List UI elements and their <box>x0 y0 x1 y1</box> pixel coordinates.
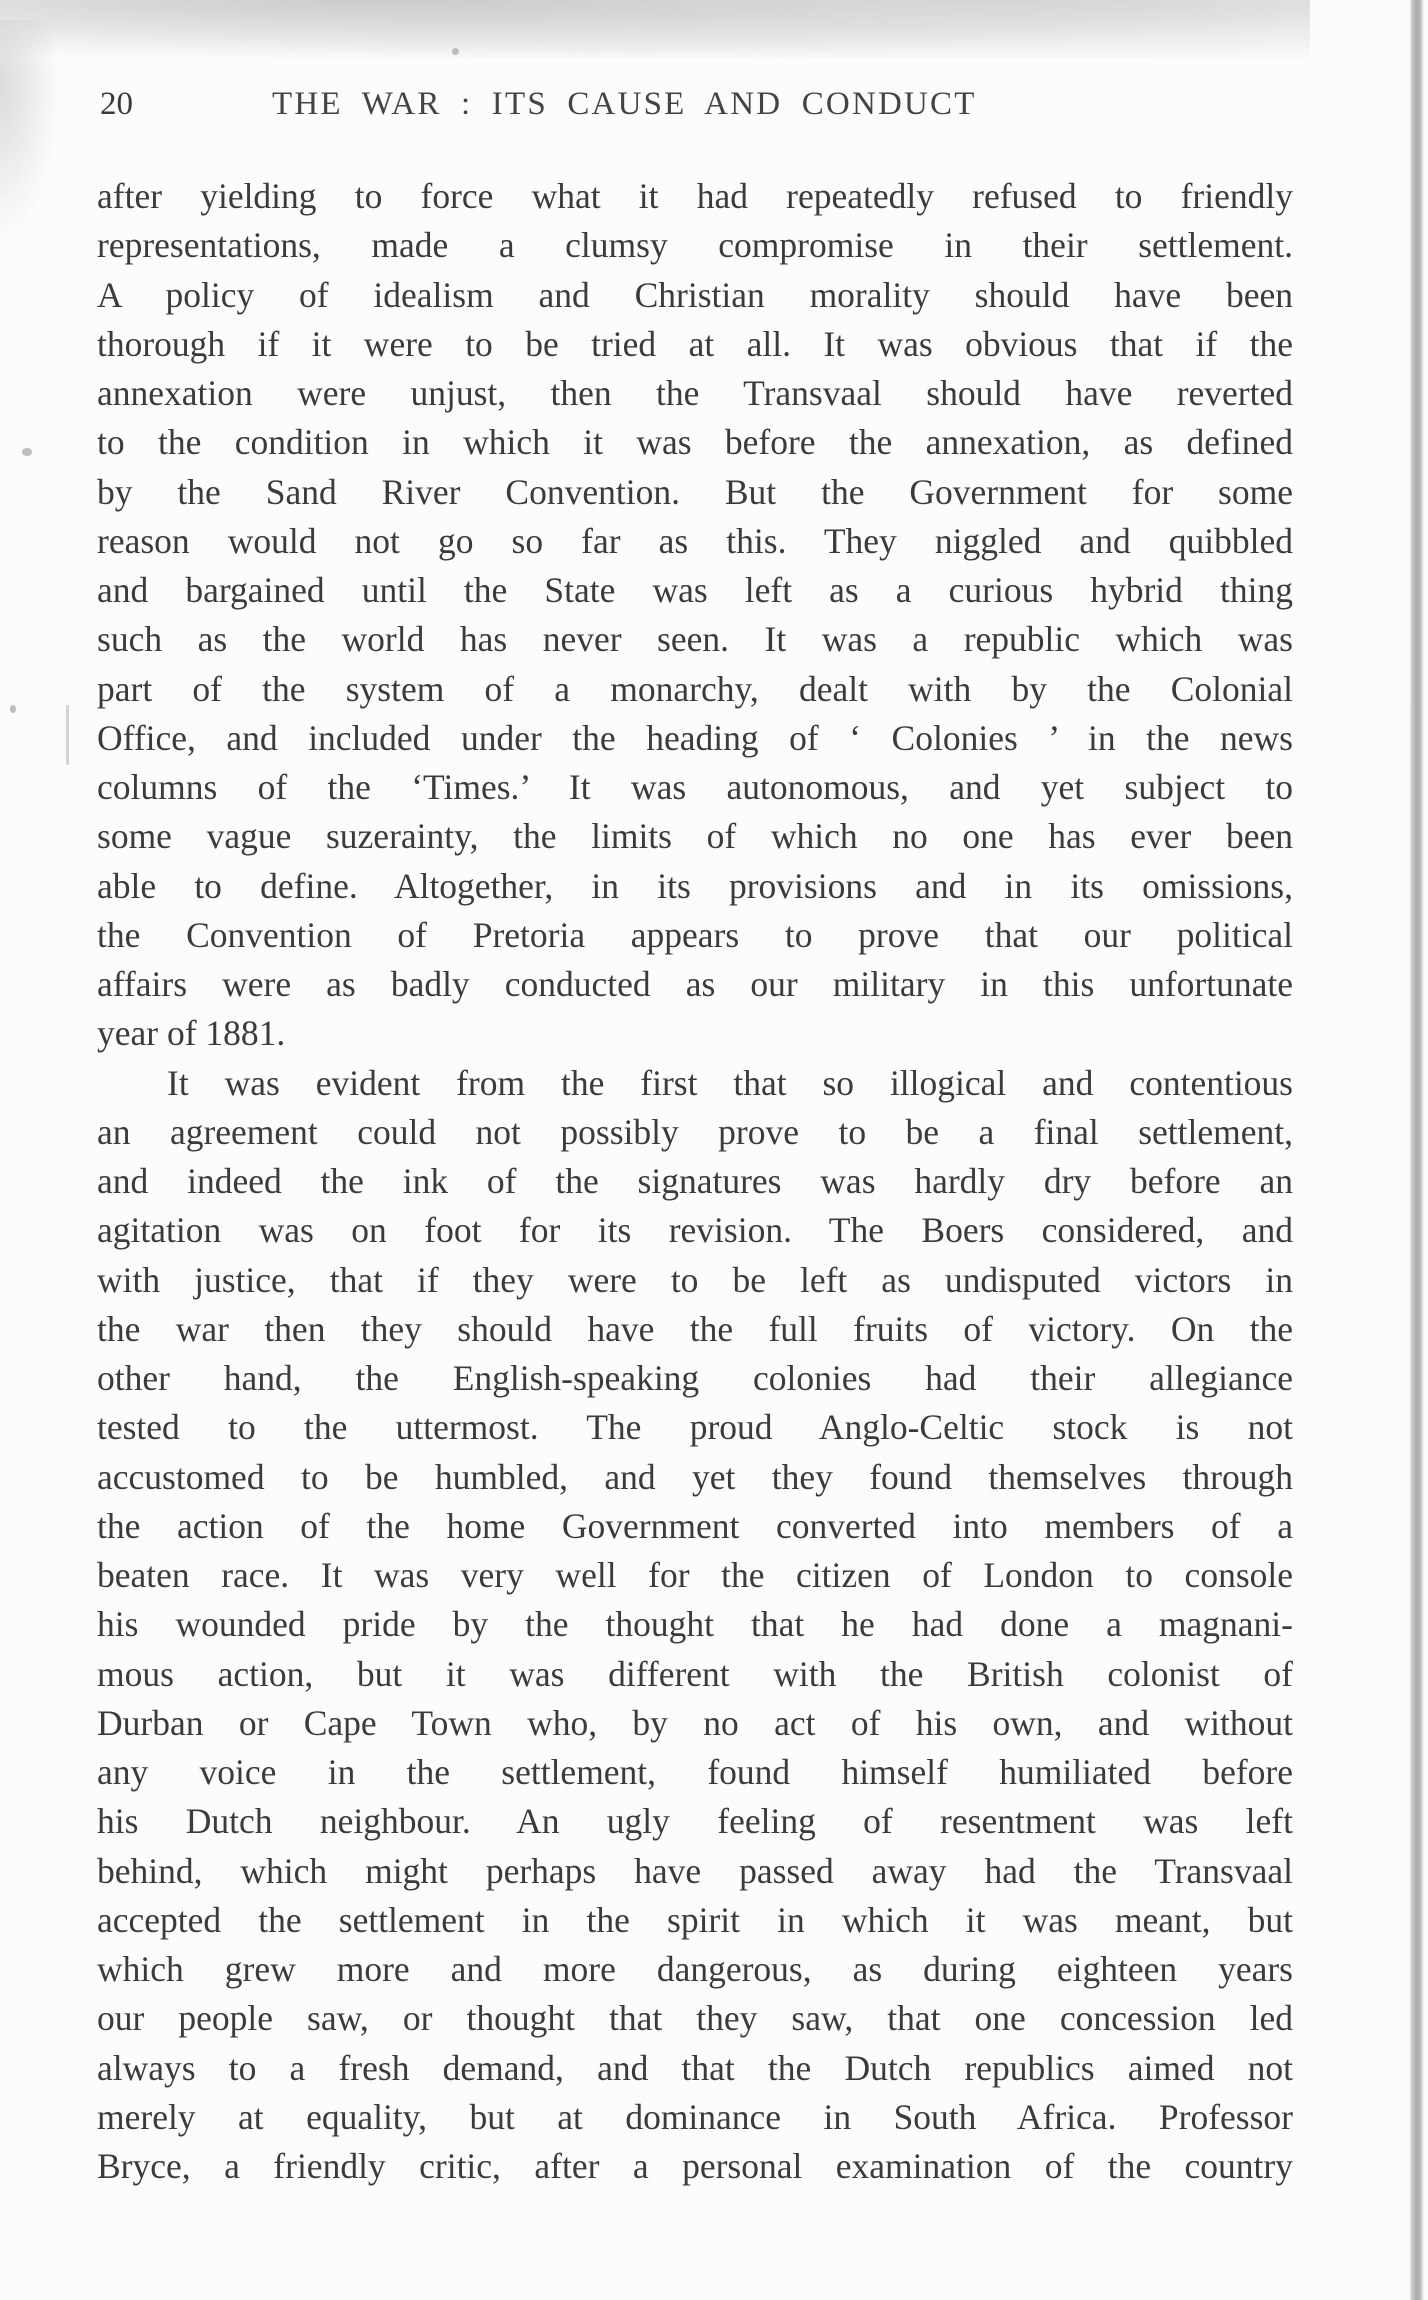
scan-smudge-top <box>0 0 1310 58</box>
text-line: the Convention of Pretoria appears to prove that our political <box>97 914 1293 955</box>
text-line: and indeed the ink of the signatures was hardly dry before an <box>97 1161 1293 1201</box>
text-line: representations, made a clumsy compromise in their settlement. <box>97 225 1293 266</box>
text-line: beaten race. It was very well for the citizen of London to console <box>97 1555 1293 1595</box>
running-title: THE WAR : ITS CAUSE AND CONDUCT <box>272 86 977 122</box>
text-line: with justice, that if they were to be left as undisputed victors in <box>97 1259 1293 1300</box>
text-line: columns of the ‘Times.’ It was autonomous, and yet subject to <box>97 767 1293 807</box>
text-line: an agreement could not possibly prove to be a final settlement, <box>97 1111 1293 1152</box>
text-line: It was evident from the first that so illogical and contentious <box>167 1062 1293 1103</box>
scan-speck <box>452 48 459 55</box>
text-line: tested to the uttermost. The proud Anglo-Celtic stock is not <box>97 1407 1293 1448</box>
text-line: affairs were as badly conducted as our military in this unfortunate <box>97 964 1293 1004</box>
scan-speck <box>10 705 16 713</box>
text-line: always to a fresh demand, and that the Dutch republics aimed not <box>97 2047 1293 2088</box>
paragraph <box>97 1059 1293 2192</box>
text-line: other hand, the English-speaking colonies had their allegiance <box>97 1358 1293 1398</box>
text-line: the action of the home Government converted into members of a <box>97 1505 1293 1546</box>
text-line: some vague suzerainty, the limits of which no one has ever been <box>97 816 1293 857</box>
text-line: agitation was on foot for its revision. The Boers considered, and <box>97 1210 1293 1251</box>
scan-smudge-left <box>0 20 60 240</box>
text-line: mous action, but it was different with the British colonist of <box>97 1653 1293 1694</box>
paragraph <box>97 172 1293 1059</box>
text-line: his Dutch neighbour. An ugly feeling of resentment was left <box>97 1801 1293 1842</box>
scan-speck <box>22 448 32 456</box>
text-line: accepted the settlement in the spirit in which it was meant, but <box>97 1899 1293 1940</box>
text-line: our people saw, or thought that they saw, that one concession led <box>97 1998 1293 2039</box>
text-line: to the condition in which it was before the annexation, as defined <box>97 422 1293 463</box>
text-line: able to define. Altogether, in its provisions and in its omissions, <box>97 865 1293 906</box>
text-line: A policy of idealism and Christian morality should have been <box>97 274 1293 315</box>
text-line: after yielding to force what it had repeatedly refused to friendly <box>97 176 1293 216</box>
page-number: 20 <box>100 86 133 122</box>
text-line: thorough if it were to be tried at all. It was obvious that if the <box>97 323 1293 364</box>
text-line: Bryce, a friendly critic, after a personal examination of the country <box>97 2146 1293 2186</box>
running-head <box>100 82 1300 126</box>
body-text <box>97 172 1293 2191</box>
text-line: which grew more and more dangerous, as during eighteen years <box>97 1949 1293 1989</box>
page-edge-shadow <box>1402 0 1428 2300</box>
text-line: merely at equality, but at dominance in South Africa. Professor <box>97 2096 1293 2137</box>
text-line: any voice in the settlement, found himself humiliated before <box>97 1752 1293 1792</box>
text-line: Durban or Cape Town who, by no act of his own, and without <box>97 1702 1293 1743</box>
text-line: such as the world has never seen. It was a republic which was <box>97 619 1293 660</box>
text-line: the war then they should have the full fruits of victory. On the <box>97 1308 1293 1349</box>
text-line: year of 1881. <box>97 1013 286 1054</box>
text-line: annexation were unjust, then the Transvaal should have reverted <box>97 373 1293 413</box>
text-line: part of the system of a monarchy, dealt with by the Colonial <box>97 668 1293 709</box>
text-line: behind, which might perhaps have passed away had the Transvaal <box>97 1850 1293 1891</box>
text-line: by the Sand River Convention. But the Government for some <box>97 471 1293 512</box>
text-line: reason would not go so far as this. They niggled and quibbled <box>97 520 1293 561</box>
scan-streak <box>66 705 69 765</box>
text-line: Office, and included under the heading of ‘ Colonies ’ in the news <box>97 717 1293 758</box>
text-line: accustomed to be humbled, and yet they found themselves through <box>97 1456 1293 1497</box>
text-line: his wounded pride by the thought that he had done a magnani- <box>97 1604 1293 1645</box>
text-line: and bargained until the State was left as a curious hybrid thing <box>97 570 1293 610</box>
